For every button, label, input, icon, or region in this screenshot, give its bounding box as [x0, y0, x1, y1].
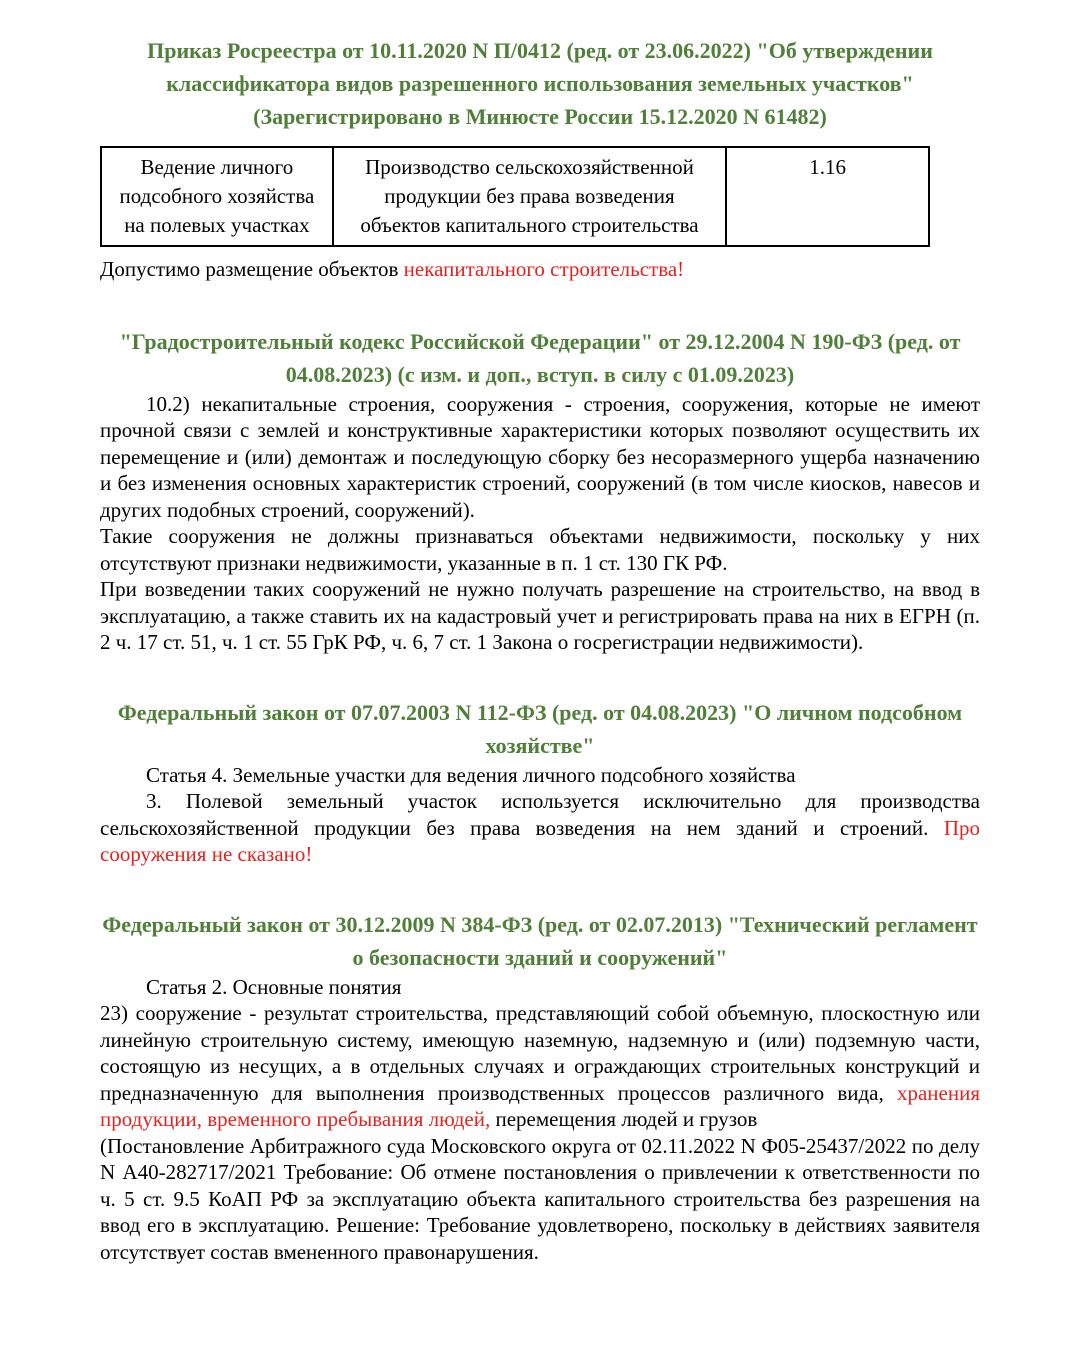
article-4-line: Статья 4. Земельные участки для ведения личного подсобного хозяйства: [146, 762, 796, 787]
cell-code: 1.16: [726, 147, 929, 246]
para-field-plot: [100, 788, 980, 868]
para-construction-text-2: перемещения людей и грузов: [490, 1107, 758, 1131]
para-no-permit: При возведении таких сооружений не нужно получать разрешение на строительство, на ввод в эксплуатацию, а также ставить их на кадастровый учет и регистрировать права на них в ЕГРН (п. 2 ч. 17 ст. 51, ч. 1 ст. 55 ГрК РФ, ч. 6, 7 ст. 1 Закона о госрегистрации недвижимости).: [100, 577, 980, 654]
para-court-ruling: (Постановление Арбитражного суда Московского округа от 02.11.2022 N Ф05-25437/2022 по делу N А40-282717/2021 Требование: Об отмене постановления о привлечении к ответственности по ч. 5 ст. 9.5 КоАП РФ за эксплуатацию объекта капитального строительства без разрешения на ввод его в эксплуатацию. Решение: Требование удовлетворено, поскольку в действиях заявителя отсутствует состав вмененного правонарушения.: [100, 1133, 980, 1264]
table-row: [101, 147, 929, 246]
para-field-plot-highlight: Про сооружения не сказано!: [100, 815, 980, 866]
para-nekapital-definition: 10.2) некапитальные строения, сооружения - строения, сооружения, которые не имеют прочной связи с землей и конструктивные характеристики которых позволяют осуществить их перемещение и (или) демонтаж и последующую сборку без несоразмерного ущерба назначению и без изменения основных характеристик строений, сооружений (в том числе киосков, навесов и других подобных строений, сооружений).: [100, 391, 980, 522]
cell-land-use-description: Производство сельскохозяйственной продукции без права возведения объектов капитального строительства: [333, 147, 726, 246]
article-2-line: Статья 2. Основные понятия: [146, 974, 402, 999]
law-384-heading: Федеральный закон от 30.12.2009 N 384-ФЗ (ред. от 02.07.2013) "Технический регламент о безопасности зданий и сооружений": [102, 911, 978, 970]
para-field-plot-text: 3. Полевой земельный участок используется исключительно для производства сельскохозяйственной продукции без права возведения на нем зданий и строений.: [100, 789, 980, 840]
para-construction-text-1: 23) сооружение - результат строительства, представляющий собой объемную, плоскостную или линейную строительную систему, имеющую наземную, надземную и (или) подземную части, состоящую из несущих, а в отдельных случаях и ограждающих строительных конструкций и предназначенную для выполнения производственных процессов различного вида,: [100, 1001, 980, 1105]
para-not-real-estate: Такие сооружения не должны признаваться объектами недвижимости, поскольку у них отсутствуют признаки недвижимости, указанные в п. 1 ст. 130 ГК РФ.: [100, 524, 980, 575]
note-highlight: некапитального строительства!: [403, 257, 685, 281]
classification-table: [100, 146, 930, 247]
urban-code-heading: "Градостроительный кодекс Российской Федерации" от 29.12.2004 N 190-ФЗ (ред. от 04.08.2023) (с изм. и доп., вступ. в силу с 01.09.2023): [119, 328, 961, 387]
para-construction-definition: [100, 1000, 980, 1133]
note-nekapital: [100, 256, 980, 283]
note-text: Допустимо размещение объектов: [100, 257, 404, 281]
law-112-heading: Федеральный закон от 07.07.2003 N 112-ФЗ (ред. от 04.08.2023) "О личном подсобном хозяйстве": [117, 699, 963, 758]
cell-land-use-name: Ведение личного подсобного хозяйства на полевых участках: [101, 147, 333, 246]
order-title-heading: Приказ Росреестра от 10.11.2020 N П/0412 (ред. от 23.06.2022) "Об утверждении классификатора видов разрешенного использования земельных участков" (Зарегистрировано в Минюсте России 15.12.2020 N 61482): [147, 38, 933, 129]
para-construction-highlight: хранения продукции, временного пребывания людей,: [100, 1080, 980, 1131]
